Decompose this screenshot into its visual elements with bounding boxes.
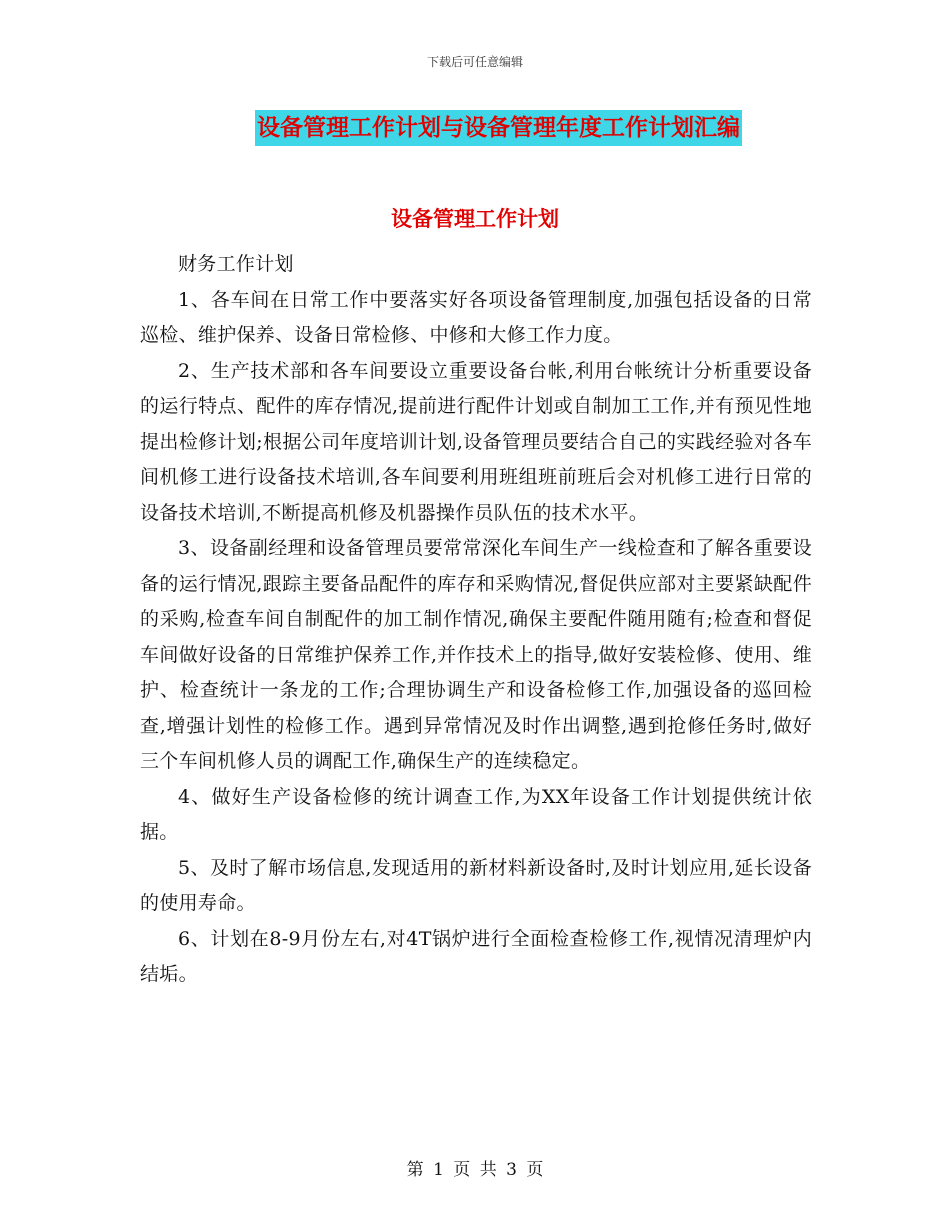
paragraph: 2、生产技术部和各车间要设立重要设备台帐,利用台帐统计分析重要设备的运行特点、配件的库存情况,提前进行配件计划或自制加工工作,并有预见性地提出检修计划;根据公司年度培训计划,设备管理员要结合自己的实践经验对各车间机修工进行设备技术培训,各车间要利用班组班前班后会对机修工进行日常的设备技术培训,不断提高机修及机器操作员队伍的技术水平。	[140, 359, 812, 524]
document-title	[0, 110, 950, 146]
page-footer: 第 1 页 共 3 页	[406, 1160, 544, 1180]
header-note: 下载后可任意编辑	[426, 55, 523, 69]
paragraph: 5、及时了解市场信息,发现适用的新材料新设备时,及时计划应用,延长设备的使用寿命。	[140, 856, 812, 914]
section-title: 设备管理工作计划	[391, 207, 559, 231]
paragraph: 6、计划在8-9月份左右,对4T锅炉进行全面检查检修工作,视情况清理炉内结垢。	[140, 927, 812, 985]
document-title-text: 设备管理工作计划与设备管理年度工作计划汇编	[255, 110, 742, 146]
paragraph: 3、设备副经理和设备管理员要常常深化车间生产一线检查和了解各重要设备的运行情况,跟踪主要备品配件的库存和采购情况,督促供应部对主要紧缺配件的采购,检查车间自制配件的加工制作情况,确保主要配件随用随有;检查和督促车间做好设备的日常维护保养工作,并作技术上的指导,做好安装检修、使用、维护、检查统计一条龙的工作;合理协调生产和设备检修工作,加强设备的巡回检查,增强计划性的检修工作。遇到异常情况及时作出调整,遇到抢修任务时,做好三个车间机修人员的调配工作,确保生产的连续稳定。	[140, 537, 812, 772]
paragraph: 1、各车间在日常工作中要落实好各项设备管理制度,加强包括设备的日常巡检、维护保养、设备日常检修、中修和大修工作力度。	[140, 288, 812, 346]
paragraph: 4、做好生产设备检修的统计调查工作,为XX年设备工作计划提供统计依据。	[140, 785, 812, 843]
document-body	[140, 247, 812, 993]
paragraph-heading: 财务工作计划	[178, 253, 294, 275]
